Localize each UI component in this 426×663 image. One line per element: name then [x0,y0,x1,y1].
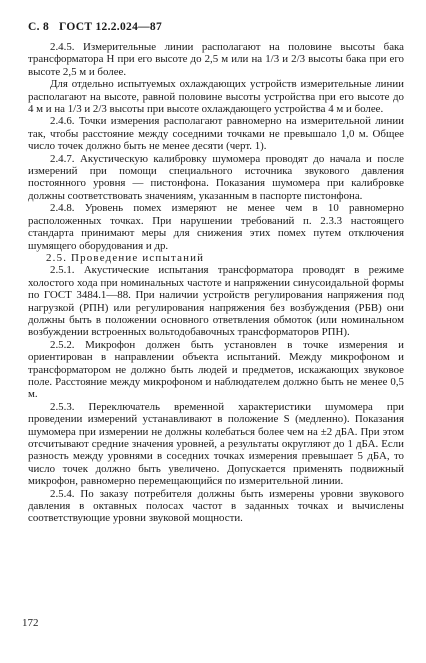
page-letter: С. 8 [28,21,50,33]
paragraph-2-5-1: 2.5.1. Акустические испытания трансформатора проводят в режиме холостого хода при номинальных частоте и напряжении синусоидальной формы по ГОСТ 3484.1—88. При наличии устройств регулирования напряжения под нагрузкой (РПН) или регулирования напряжения без возбуждения (РБВ) они должны быть в положении основного ответвления обмоток (или номинальном возбуждении встроенных вольтодобавочных трансформаторов РПН). [28,264,404,339]
paragraph-2-4-6: 2.4.6. Точки измерения располагают равномерно на измерительной линии так, чтобы расстояние между соседними точками не превышало 1,0 м. Общее число точек должно быть не менее десяти (черт. 1). [28,115,404,153]
page-header [28,21,404,33]
paragraph-2-5-3: 2.5.3. Переключатель временной характеристики шумомера при проведении измерений устанавливают в положение S (медленно). Показания шумомера при измерении не должны колебаться более чем на ±2 дБА. При этом отсчитывают средние значения уровней, а результаты округляют до 1 дБА. Если разность между уровнями в соседних точках измерения превышает 5 дБА, то число точек должно быть увеличено. Допускается применять подвижный микрофон, равномерно перемещающийся по измерительной линии. [28,400,404,488]
page-number: 172 [22,617,39,629]
paragraph-2-5-4: 2.5.4. По заказу потребителя должны быть измерены уровни звукового давления в октавных полосах частот в заданных точках и вычислены соответствующие уровни звуковой мощности. [28,487,404,525]
paragraph-2-4-8: 2.4.8. Уровень помех измеряют не менее чем в 10 равномерно расположенных точках. При нарушении требований п. 2.3.3 настоящего стандарта принимают меры для снижения этих помех путем отключения шумящего оборудования и др. [28,202,404,252]
paragraph-2-5-2: 2.5.2. Микрофон должен быть установлен в точке измерения и ориентирован в направлении объекта испытаний. Между микрофоном и трансформатором не должно быть людей и предметов, искажающих звуковое поле. Расстояние между микрофоном и наблюдателем должно быть не менее 0,5 м. [28,338,404,401]
paragraph-cooling-devices: Для отдельно испытуемых охлаждающих устройств измерительные линии располагают на высоте, равной половине высоты устройства при его высоте до 4 м и на 1/3 и 2/3 высоты при высоте охлаждающего устройства 4 м и более. [28,78,404,116]
document-body [28,41,404,525]
paragraph-2-4-5: 2.4.5. Измерительные линии располагают на половине высоты бака трансформатора H при его высоте до 2,5 м или на 1/3 и 2/3 высоты бака при его высоте 2,5 м и более. [28,41,404,78]
paragraph-2-4-7: 2.4.7. Акустическую калибровку шумомера проводят до начала и после измерений при помощи специального источника звукового давления постоянного уровня — пистонфона. Показания шумомера при калибровке должны соответствовать значениям, указанным в паспорте пистонфона. [28,152,404,202]
section-heading-2-5: 2.5. Проведение испытаний [46,251,205,264]
standard-title: ГОСТ 12.2.024—87 [59,21,163,33]
